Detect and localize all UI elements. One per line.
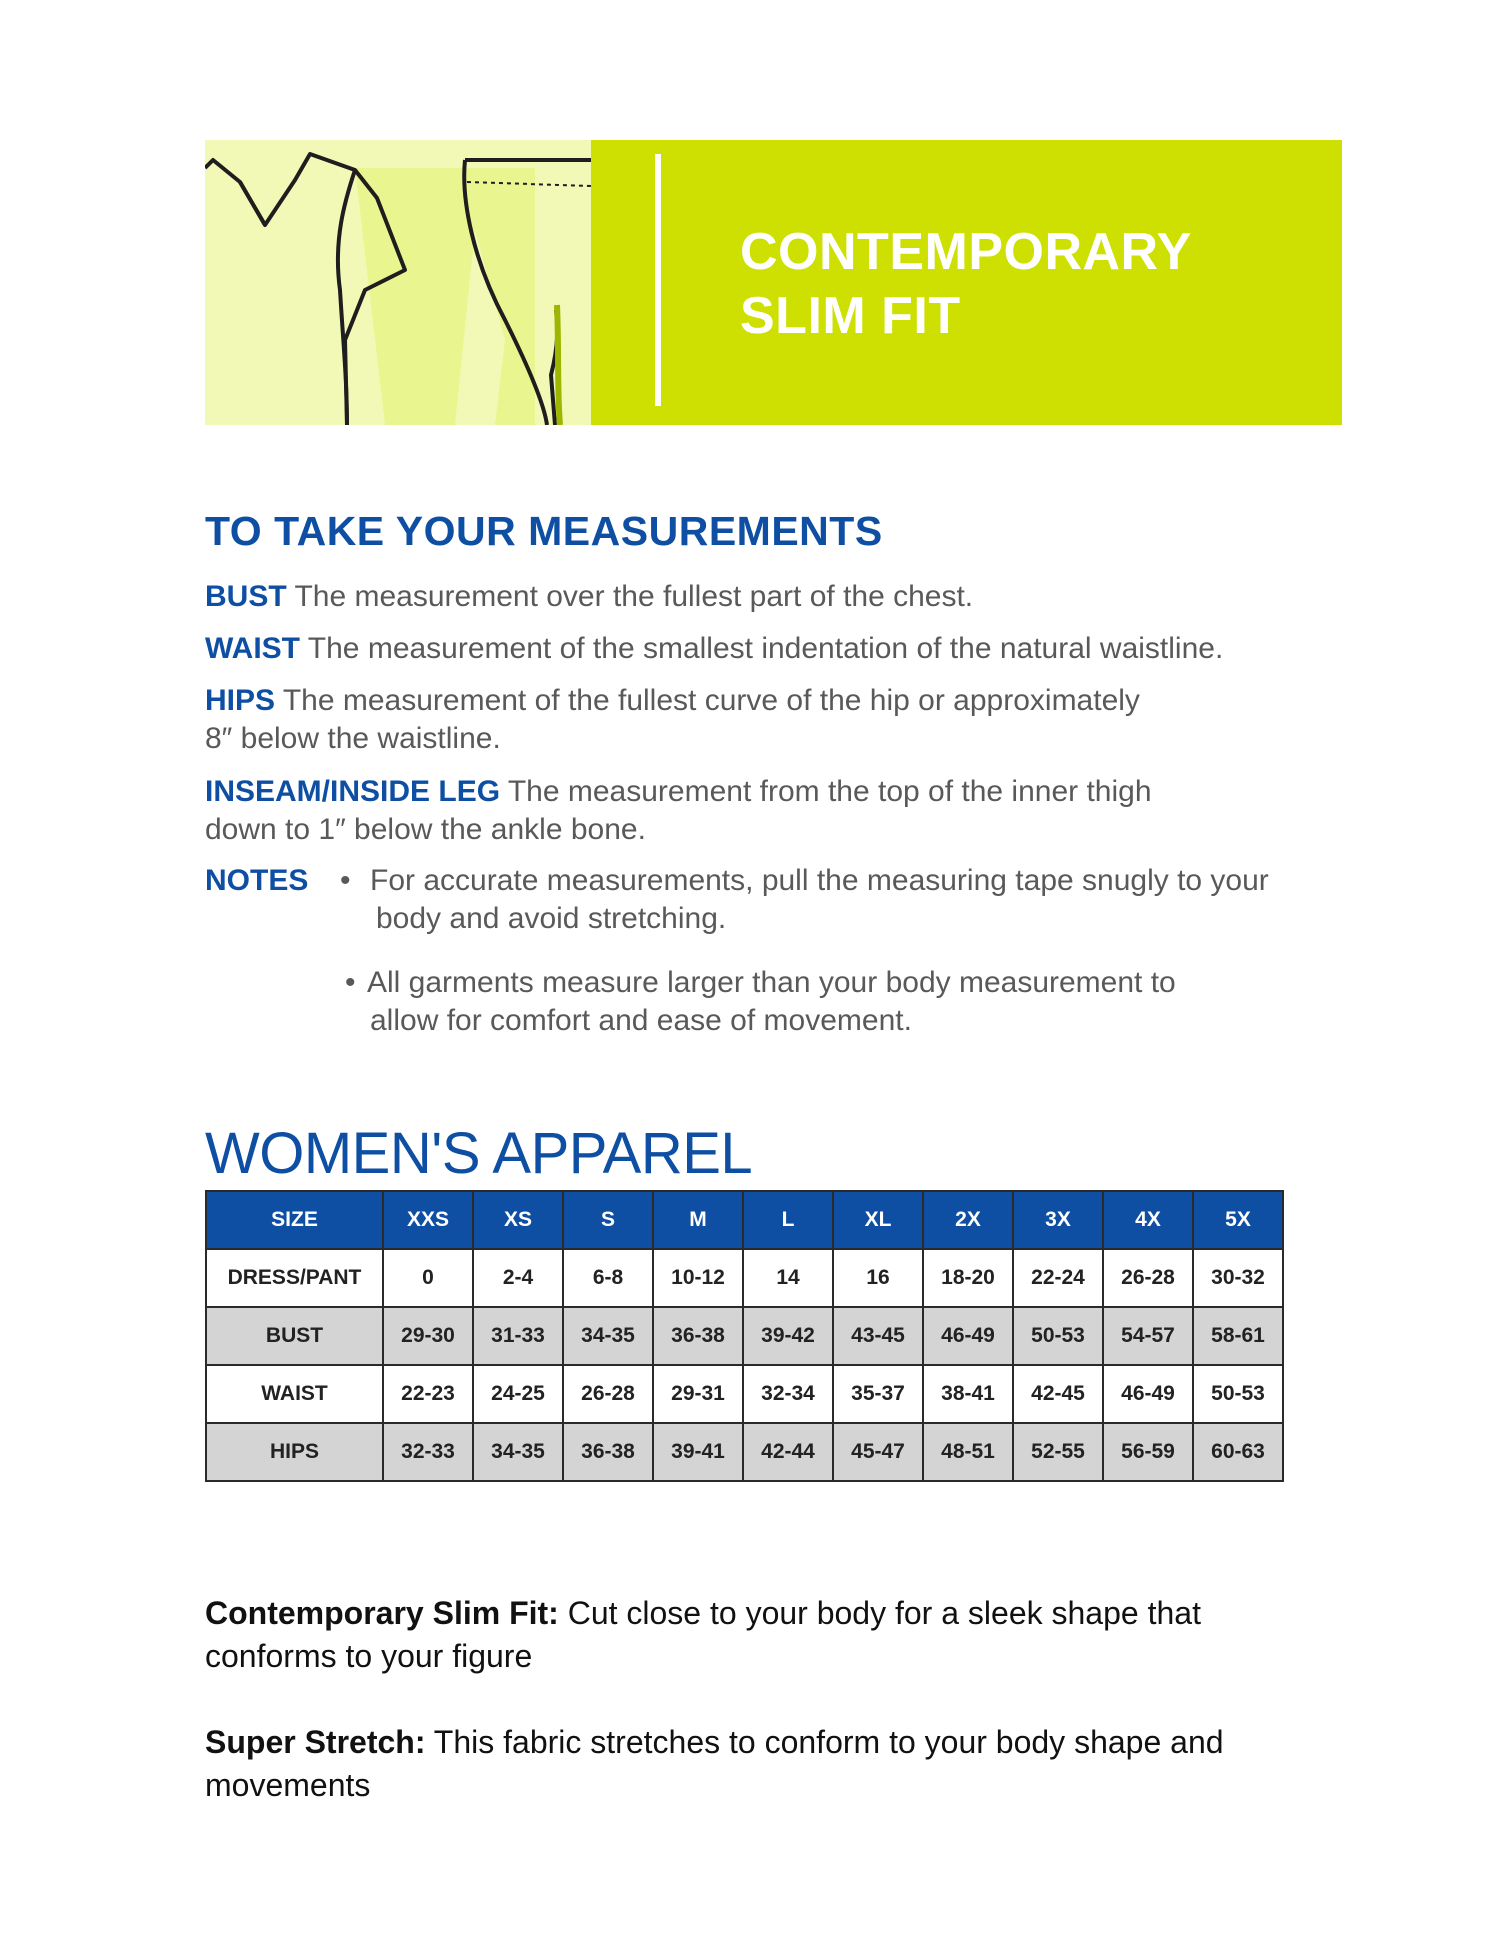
- inseam-definition: [205, 773, 1152, 849]
- table-cell: 45-47: [833, 1423, 923, 1481]
- header-cell: L: [743, 1191, 833, 1249]
- table-row: [206, 1365, 1283, 1423]
- header-cell: 2X: [923, 1191, 1013, 1249]
- header-cell: 5X: [1193, 1191, 1283, 1249]
- table-cell: 32-33: [383, 1423, 473, 1481]
- table-cell: 30-32: [1193, 1249, 1283, 1307]
- hips-text-line-1: The measurement of the fullest curve of the hip or approximately: [282, 684, 1140, 717]
- table-cell: 10-12: [653, 1249, 743, 1307]
- bullet-icon: •: [340, 864, 351, 897]
- table-cell: 60-63: [1193, 1423, 1283, 1481]
- table-cell: 48-51: [923, 1423, 1013, 1481]
- table-cell: 39-42: [743, 1307, 833, 1365]
- table-cell: 18-20: [923, 1249, 1013, 1307]
- table-cell: 31-33: [473, 1307, 563, 1365]
- table-cell: 34-35: [563, 1307, 653, 1365]
- table-row: [206, 1249, 1283, 1307]
- table-cell: 24-25: [473, 1365, 563, 1423]
- table-cell: 38-41: [923, 1365, 1013, 1423]
- note-item: [340, 862, 1400, 942]
- inseam-term: INSEAM/INSIDE LEG: [205, 775, 501, 808]
- header-cell: 3X: [1013, 1191, 1103, 1249]
- note-1-line-2: body and avoid stretching.: [376, 902, 727, 935]
- bullet-icon: •: [345, 966, 356, 999]
- table-cell: 43-45: [833, 1307, 923, 1365]
- bust-text: The measurement over the fullest part of the chest.: [294, 580, 974, 613]
- header-cell: SIZE: [206, 1191, 383, 1249]
- table-row: [206, 1307, 1283, 1365]
- slim-fit-text-line-1: Cut close to your body for a sleek shape that: [567, 1595, 1201, 1631]
- row-label: WAIST: [206, 1365, 383, 1423]
- table-cell: 54-57: [1103, 1307, 1193, 1365]
- inseam-text-line-1: The measurement from the top of the inner thigh: [507, 775, 1152, 808]
- row-label: HIPS: [206, 1423, 383, 1481]
- note-1-line-1: For accurate measurements, pull the measuring tape snugly to your: [370, 864, 1269, 897]
- measurements-heading: TO TAKE YOUR MEASUREMENTS: [205, 508, 883, 554]
- super-stretch-text-line-2: movements: [205, 1767, 371, 1803]
- table-cell: 46-49: [1103, 1365, 1193, 1423]
- hips-definition: [205, 682, 1140, 758]
- header-cell: S: [563, 1191, 653, 1249]
- banner-divider: [655, 154, 661, 406]
- table-cell: 29-30: [383, 1307, 473, 1365]
- table-cell: 50-53: [1013, 1307, 1103, 1365]
- banner-title-line-1: CONTEMPORARY: [740, 223, 1192, 281]
- table-cell: 29-31: [653, 1365, 743, 1423]
- table-cell: 39-41: [653, 1423, 743, 1481]
- header-cell: XXS: [383, 1191, 473, 1249]
- super-stretch-term: Super Stretch:: [205, 1724, 426, 1760]
- scrub-top-and-pants-icon: [205, 140, 591, 425]
- table-cell: 42-45: [1013, 1365, 1103, 1423]
- table-cell: 14: [743, 1249, 833, 1307]
- table-cell: 16: [833, 1249, 923, 1307]
- table-cell: 36-38: [563, 1423, 653, 1481]
- fit-banner: [205, 140, 1342, 425]
- table-cell: 36-38: [653, 1307, 743, 1365]
- header-cell: M: [653, 1191, 743, 1249]
- size-chart-table: [205, 1190, 1284, 1482]
- table-cell: 52-55: [1013, 1423, 1103, 1481]
- note-item: [345, 964, 1345, 1044]
- table-cell: 32-34: [743, 1365, 833, 1423]
- table-cell: 22-23: [383, 1365, 473, 1423]
- slim-fit-text-line-2: conforms to your figure: [205, 1638, 533, 1674]
- row-label: BUST: [206, 1307, 383, 1365]
- table-cell: 42-44: [743, 1423, 833, 1481]
- hips-term: HIPS: [205, 684, 276, 717]
- waist-definition: [205, 630, 1223, 668]
- inseam-text-line-2: down to 1″ below the ankle bone.: [205, 813, 646, 846]
- table-cell: 50-53: [1193, 1365, 1283, 1423]
- row-label: DRESS/PANT: [206, 1249, 383, 1307]
- table-cell: 22-24: [1013, 1249, 1103, 1307]
- notes-label: NOTES: [205, 864, 309, 897]
- table-cell: 35-37: [833, 1365, 923, 1423]
- apparel-heading: WOMEN'S APPAREL: [205, 1121, 753, 1186]
- waist-text: The measurement of the smallest indentation of the natural waistline.: [307, 632, 1224, 665]
- table-cell: 56-59: [1103, 1423, 1193, 1481]
- table-cell: 34-35: [473, 1423, 563, 1481]
- note-2-line-1: All garments measure larger than your body measurement to: [367, 966, 1176, 999]
- waist-term: WAIST: [205, 632, 300, 665]
- table-cell: 0: [383, 1249, 473, 1307]
- hips-text-line-2: 8″ below the waistline.: [205, 722, 501, 755]
- banner-title-line-2: SLIM FIT: [740, 287, 961, 345]
- super-stretch-text-line-1: This fabric stretches to conform to your body shape and: [433, 1724, 1224, 1760]
- table-cell: 26-28: [563, 1365, 653, 1423]
- bust-term: BUST: [205, 580, 287, 613]
- table-cell: 46-49: [923, 1307, 1013, 1365]
- header-cell: XS: [473, 1191, 563, 1249]
- table-row: [206, 1423, 1283, 1481]
- bust-definition: [205, 578, 973, 616]
- banner-title: [740, 220, 1192, 348]
- slim-fit-description: [205, 1592, 1345, 1678]
- table-cell: 58-61: [1193, 1307, 1283, 1365]
- table-header-row: [206, 1191, 1283, 1249]
- note-2-line-2: allow for comfort and ease of movement.: [370, 1004, 912, 1037]
- header-cell: XL: [833, 1191, 923, 1249]
- table-cell: 2-4: [473, 1249, 563, 1307]
- table-cell: 26-28: [1103, 1249, 1193, 1307]
- header-cell: 4X: [1103, 1191, 1193, 1249]
- slim-fit-term: Contemporary Slim Fit:: [205, 1595, 559, 1631]
- super-stretch-description: [205, 1721, 1345, 1807]
- table-cell: 6-8: [563, 1249, 653, 1307]
